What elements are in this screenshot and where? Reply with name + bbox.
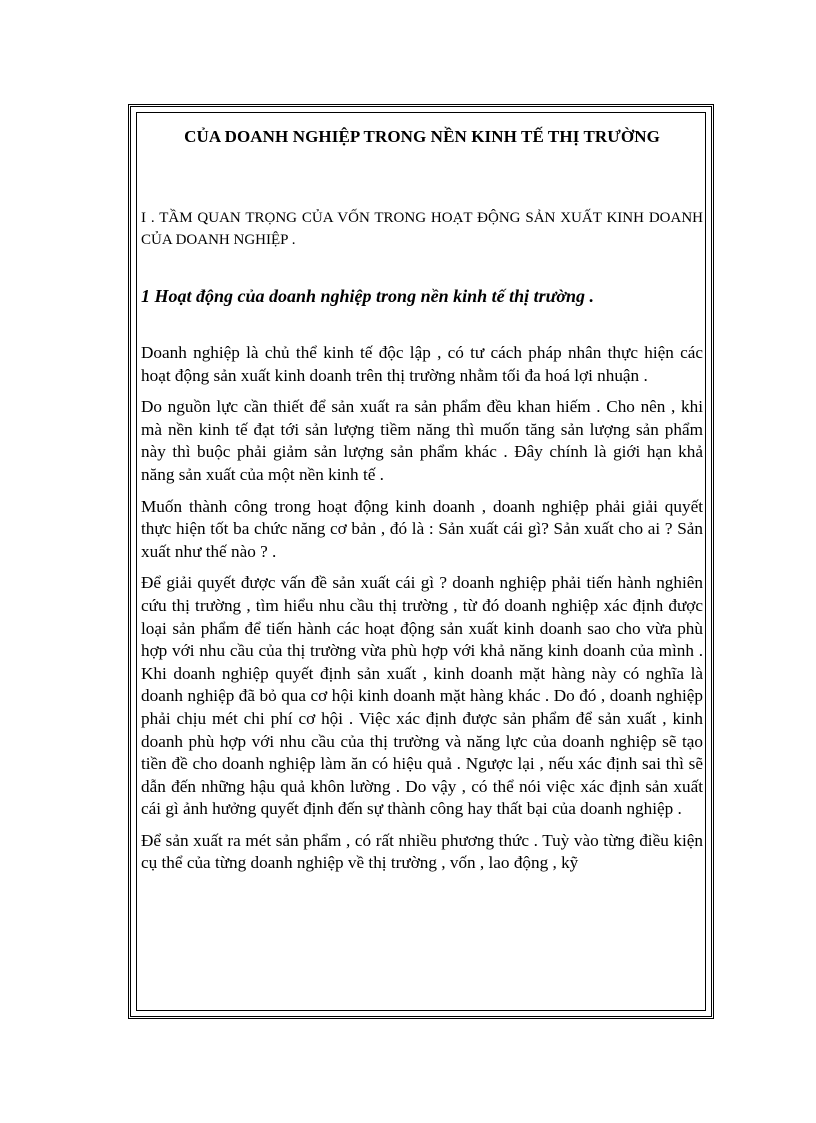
paragraph: Để sản xuất ra mét sản phẩm , có rất nhiều phương thức . Tuỳ vào từng điều kiện cụ thể của từng doanh nghiệp về thị trường , vốn , lao động , kỹ [141, 830, 703, 873]
paragraph: Để giải quyết được vấn đề sản xuất cái gì ? doanh nghiệp phải tiến hành nghiên cứu thị trường , tìm hiểu nhu cầu thị trường , từ đó doanh nghiệp xác định được loại sản phẩm để tiến hành các hoạt động sản xuất kinh doanh sao cho vừa phù hợp với nhu cầu của thị trường vừa phù hợp với khả năng kinh doanh của mình . Khi doanh nghiệp quyết định sản xuất , kinh doanh mặt hàng này có nghĩa là doanh nghiệp đã bỏ qua cơ hội kinh doanh mặt hàng khác . Do đó , doanh nghiệp phải chịu mét chi phí cơ hội . Việc xác định được sản phẩm để sản xuất , kinh doanh phù hợp với nhu cầu của thị trường và năng lực của doanh nghiệp sẽ tạo tiền đề cho doanh nghiệp làm ăn có hiệu quả . Ngược lại , nếu xác định sai thì sẽ dẫn đến những hậu quả khôn lường . Do vậy , có thể nói việc xác định sản xuất cái gì ảnh hưởng quyết định đến sự thành công hay thất bại của doanh nghiệp . [141, 573, 703, 819]
paragraph: Muốn thành công trong hoạt động kinh doanh , doanh nghiệp phải giải quyết thực hiện tốt ba chức năng cơ bản , đó là : Sản xuất cái gì? Sản xuất cho ai ? Sản xuất như thế nào ? . [141, 496, 703, 561]
body-text [141, 342, 703, 884]
subheading: 1 Hoạt động của doanh nghiệp trong nền kinh tế thị trường . [141, 286, 595, 306]
document-title: CỦA DOANH NGHIỆP TRONG NỀN KINH TẾ THỊ TRƯỜNG [184, 127, 660, 146]
section-heading: I . TẦM QUAN TRỌNG CỦA VỐN TRONG HOẠT ĐỘNG SẢN XUẤT KINH DOANH CỦA DOANH NGHIỆP . [141, 210, 703, 248]
paragraph: Doanh nghiệp là chủ thể kinh tế độc lập , có tư cách pháp nhân thực hiện các hoạt động sản xuất kinh doanh trên thị trường nhằm tối đa hoá lợi nhuận . [141, 343, 703, 385]
paragraph: Do nguồn lực cần thiết để sản xuất ra sản phẩm đều khan hiếm . Cho nên , khi mà nền kinh tế đạt tới sản lượng tiềm năng thì muốn tăng sản lượng sản phẩm này thì buộc phải giảm sản lượng sản phẩm khác . Đây chính là giới hạn khả năng sản xuất của một nền kinh tế . [141, 397, 703, 484]
